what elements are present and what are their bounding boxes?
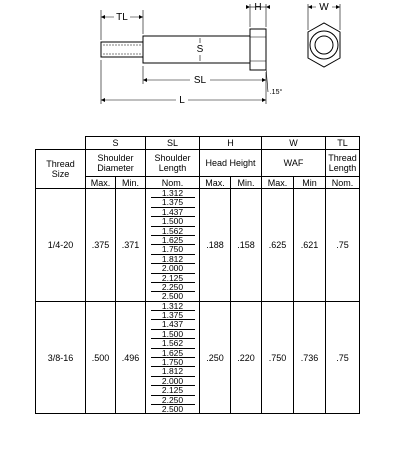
sl-nom-value: 1.312 — [151, 189, 195, 198]
h-max-cell: .250 — [200, 301, 231, 414]
h-label: H — [254, 2, 262, 13]
w-min-cell: .736 — [294, 301, 326, 414]
head-section — [250, 29, 266, 70]
tl-label: TL — [116, 12, 128, 23]
sl-nom-list — [146, 302, 199, 414]
s-min-cell: .371 — [116, 189, 146, 302]
sl-nom-value: 2.000 — [151, 377, 195, 386]
sub-header: Min. — [231, 177, 262, 189]
sl-nom-value: 1.750 — [151, 245, 195, 254]
thread-section — [101, 42, 143, 57]
column-title-row — [36, 150, 360, 177]
sl-nom-value: 1.375 — [151, 198, 195, 207]
sub-header: Max. — [86, 177, 116, 189]
h-min-cell: .220 — [231, 301, 262, 414]
group-header-row — [36, 137, 360, 150]
sl-nom-list — [146, 189, 199, 301]
sl-nom-value: 2.500 — [161, 291, 184, 302]
angle-label: .15° — [269, 89, 283, 96]
thread-size-cell: 1/4-20 — [36, 189, 86, 302]
table-row — [36, 189, 360, 302]
sl-nom-value: 2.250 — [151, 396, 195, 405]
l-label: L — [179, 95, 185, 106]
tl-group-header: TL — [326, 137, 360, 150]
sl-nom-value: 1.562 — [151, 339, 195, 348]
sl-nom-value: 1.562 — [151, 227, 195, 236]
shoulder-bolt-drawing — [0, 0, 407, 125]
thread-size-cell: 3/8-16 — [36, 301, 86, 414]
sub-header: Min. — [116, 177, 146, 189]
sl-nom-value: 1.812 — [151, 367, 195, 376]
blank-corner — [36, 137, 86, 150]
sl-nom-value: 1.312 — [151, 302, 195, 311]
sl-nom-value: 1.625 — [151, 236, 195, 245]
sl-nom-value: 2.500 — [161, 403, 184, 414]
sl-nom-value: 2.125 — [151, 386, 195, 395]
sl-nom-value: 2.250 — [151, 283, 195, 292]
sub-header: Min — [294, 177, 326, 189]
h-max-cell: .188 — [200, 189, 231, 302]
s-group-header: S — [86, 137, 146, 150]
thread-length-header: Thread Length — [326, 150, 360, 177]
sl-nom-value: 1.812 — [151, 255, 195, 264]
sl-nom-cell — [146, 301, 200, 414]
w-max-cell: .750 — [262, 301, 294, 414]
waf-header: WAF — [262, 150, 326, 177]
sl-nom-value: 1.500 — [151, 330, 195, 339]
sub-header: Nom. — [146, 177, 200, 189]
sl-nom-value: 2.125 — [151, 274, 195, 283]
table-row — [36, 301, 360, 414]
sl-group-header: SL — [146, 137, 200, 150]
sl-nom-value: 2.000 — [151, 264, 195, 273]
tl-nom-cell: .75 — [326, 301, 360, 414]
sl-nom-value: 1.437 — [151, 208, 195, 217]
head-height-header: Head Height — [200, 150, 262, 177]
sl-nom-value: 1.437 — [151, 320, 195, 329]
w-min-cell: .621 — [294, 189, 326, 302]
s-min-cell: .496 — [116, 301, 146, 414]
sub-header: Nom. — [326, 177, 360, 189]
thread-size-header: Thread Size — [36, 150, 86, 189]
h-group-header: H — [200, 137, 262, 150]
sl-nom-value: 1.750 — [151, 358, 195, 367]
tl-nom-cell: .75 — [326, 189, 360, 302]
s-label: S — [196, 44, 204, 55]
hex-head-end-view — [308, 23, 340, 67]
spec-table — [35, 136, 360, 414]
sl-nom-cell — [146, 189, 200, 302]
s-max-cell: .500 — [86, 301, 116, 414]
s-max-cell: .375 — [86, 189, 116, 302]
sub-header: Max. — [262, 177, 294, 189]
sl-label: SL — [193, 75, 207, 86]
sl-nom-value: 1.375 — [151, 311, 195, 320]
w-max-cell: .625 — [262, 189, 294, 302]
h-min-cell: .158 — [231, 189, 262, 302]
sl-nom-value: 1.625 — [151, 349, 195, 358]
shoulder-length-header: Shoulder Length — [146, 150, 200, 177]
w-group-header: W — [262, 137, 326, 150]
w-label: W — [319, 2, 329, 13]
shoulder-diameter-header: Shoulder Diameter — [86, 150, 146, 177]
sub-header: Max. — [200, 177, 231, 189]
sl-nom-value: 1.500 — [151, 217, 195, 226]
